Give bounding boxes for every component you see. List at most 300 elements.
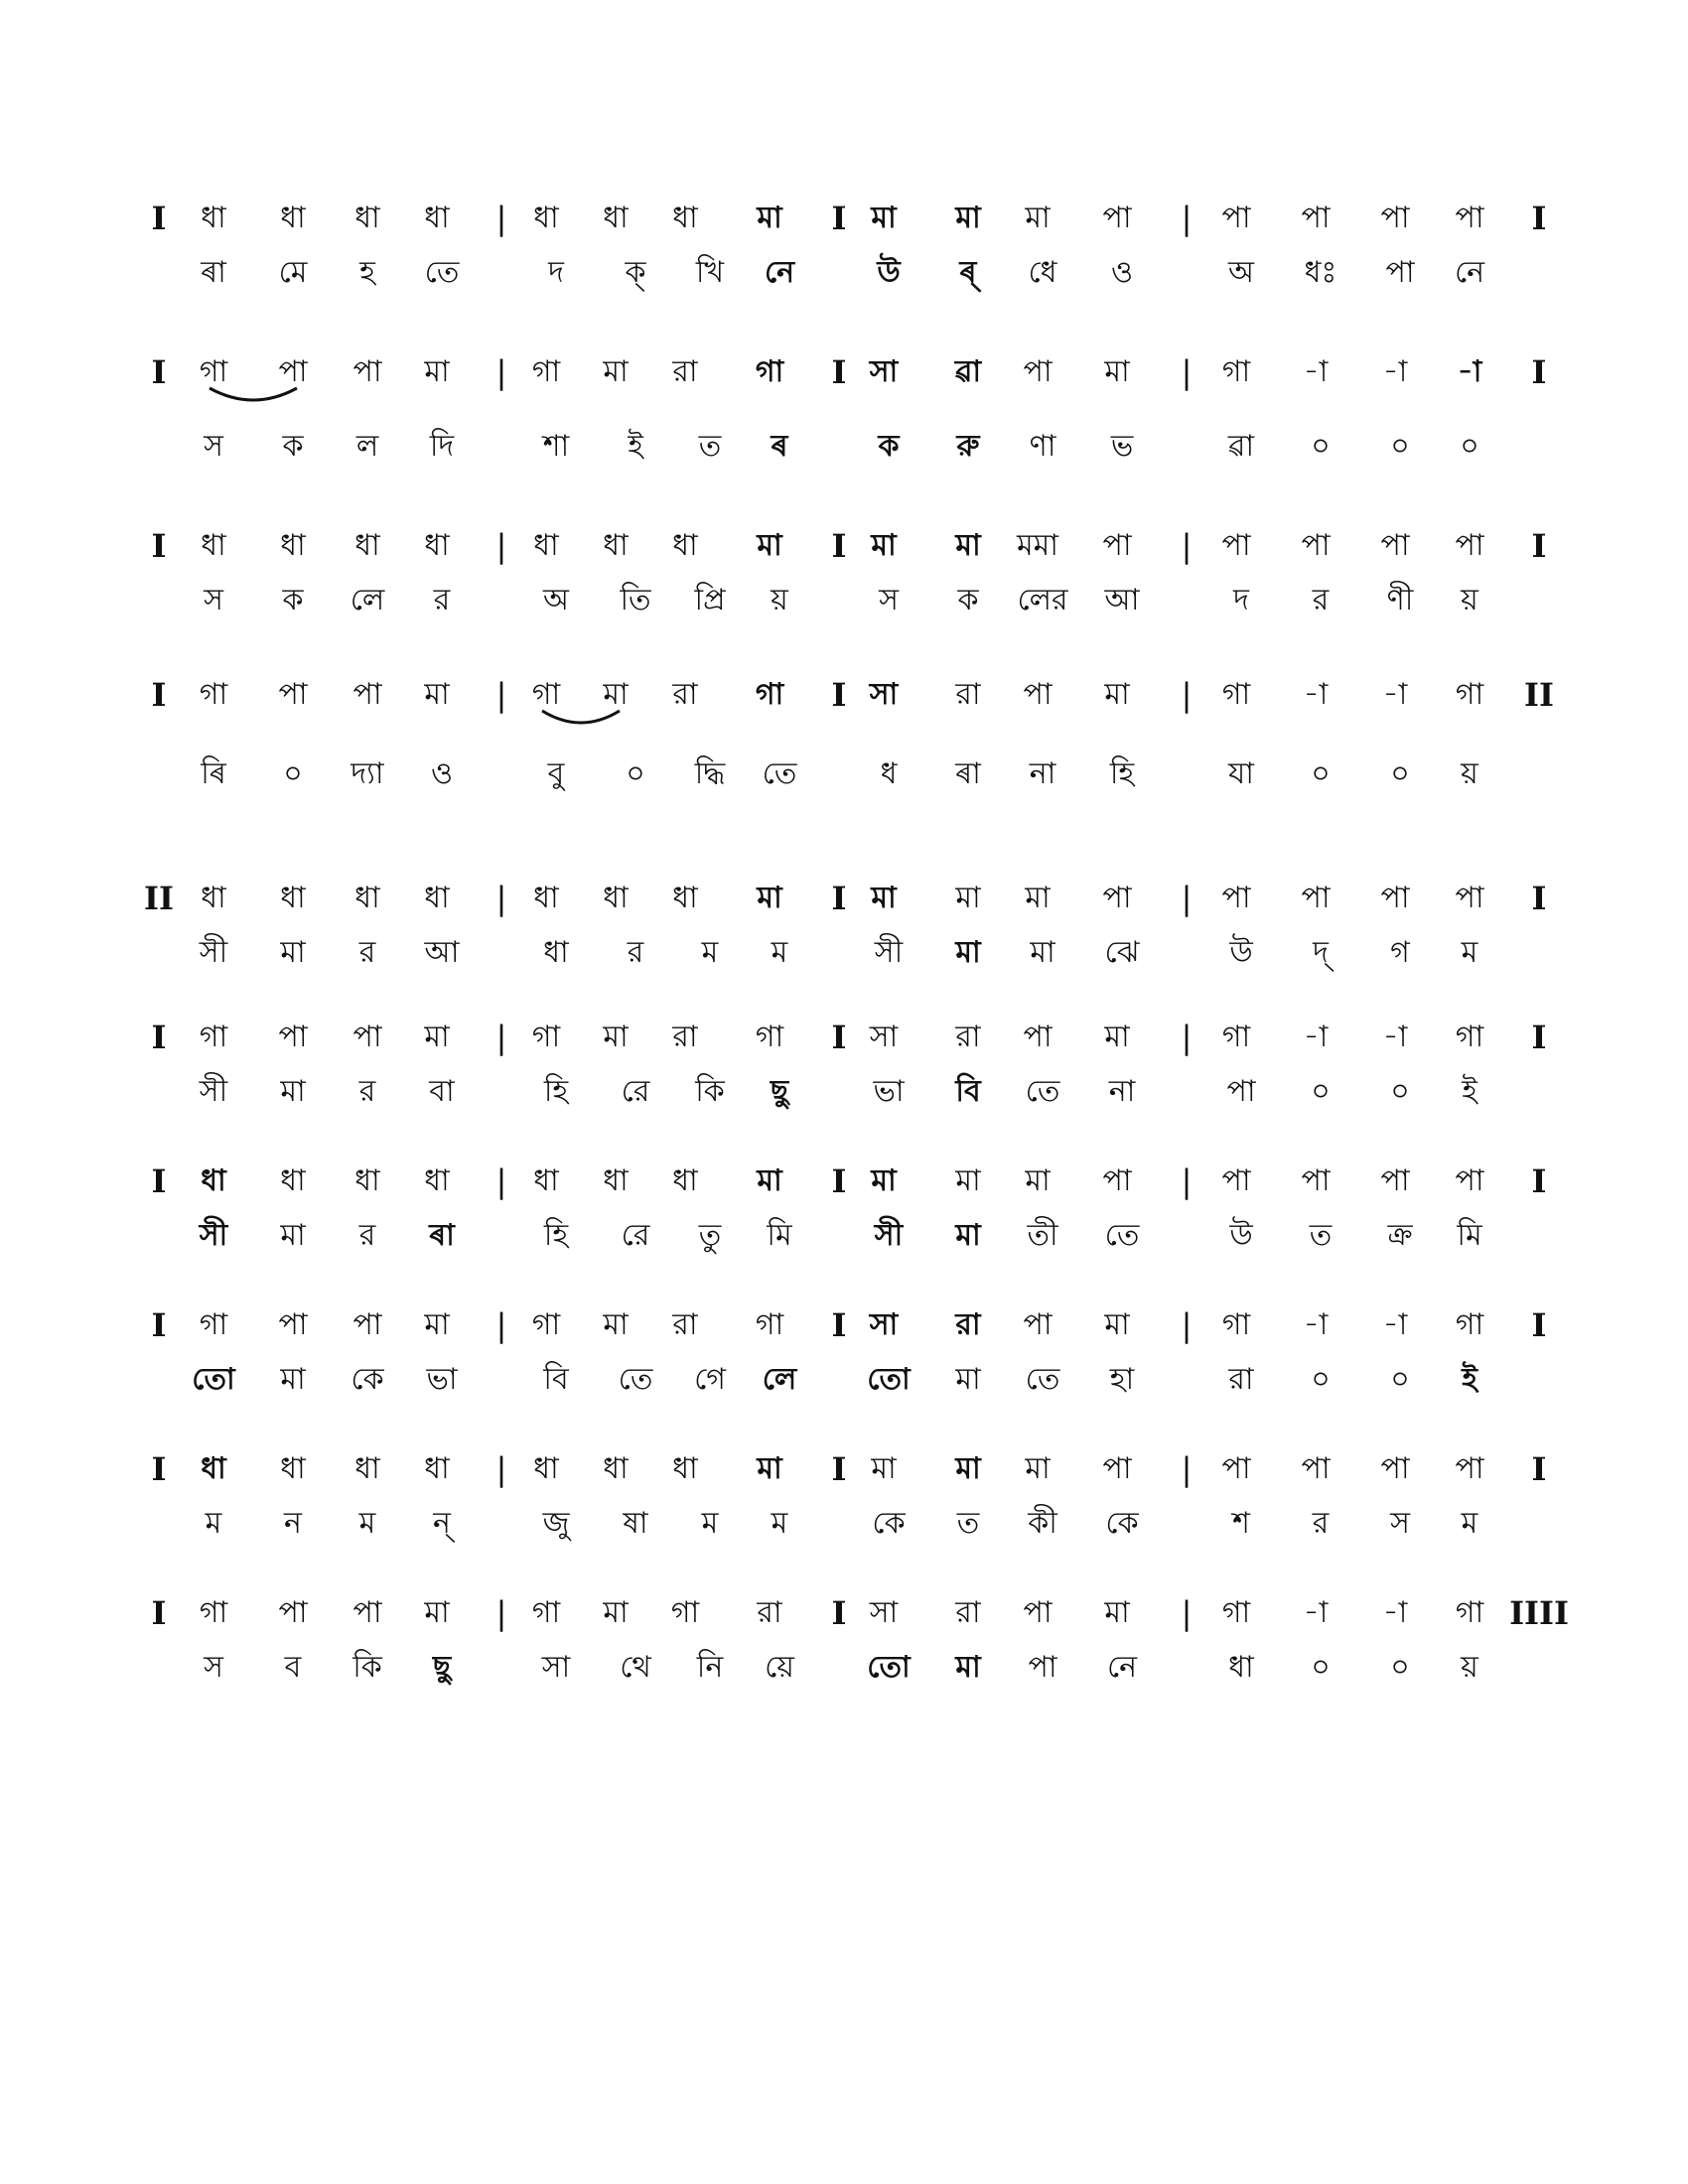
- lyric-line: [0, 745, 1688, 804]
- note: ধা: [672, 201, 698, 235]
- bar-line: I: [1531, 1450, 1547, 1488]
- lyric-syllable: ০: [1311, 1650, 1331, 1685]
- bar-line: I: [151, 1594, 167, 1632]
- note: রা: [672, 1307, 698, 1342]
- note: সা: [869, 1595, 899, 1630]
- lyric-syllable: তে: [1025, 1074, 1060, 1109]
- note: ধা: [533, 528, 559, 563]
- note: রা: [955, 1020, 981, 1054]
- note: ধা: [354, 528, 380, 563]
- note: ৱা: [954, 354, 982, 389]
- lyric-syllable: ন্: [433, 1506, 451, 1541]
- lyric-syllable: খি: [695, 255, 725, 290]
- lyric-syllable: ম: [771, 935, 788, 970]
- lyric-syllable: ক: [282, 583, 304, 617]
- lyric-syllable: মা: [280, 1218, 306, 1253]
- lyric-syllable: ম: [358, 1506, 376, 1541]
- lyric-syllable: মা: [280, 1074, 306, 1109]
- note: পা: [1023, 1307, 1053, 1342]
- sargam-line: [0, 1583, 1688, 1643]
- note: পা: [1102, 1163, 1132, 1198]
- lyric-syllable: তি: [620, 583, 651, 617]
- note: পা: [278, 677, 308, 712]
- lyric-syllable: মা: [1030, 935, 1055, 970]
- bar-line: |: [1181, 880, 1193, 917]
- lyric-syllable: ০: [1311, 1074, 1331, 1109]
- bar-line: I: [831, 676, 847, 714]
- lyric-syllable: ত: [698, 429, 722, 464]
- note: গা: [755, 677, 784, 712]
- lyric-syllable: ই: [1462, 1362, 1477, 1397]
- lyric-syllable: য়: [1461, 756, 1478, 791]
- lyric-syllable: ৰা: [429, 1218, 455, 1253]
- note: মা: [757, 201, 782, 235]
- note: -া: [1457, 354, 1482, 389]
- lyric-syllable: ম: [701, 1506, 719, 1541]
- note: পা: [1380, 201, 1410, 235]
- note: মা: [424, 1020, 450, 1054]
- note: ধা: [280, 528, 306, 563]
- bar-line: I: [1531, 880, 1547, 917]
- bar-line: |: [495, 1306, 507, 1344]
- lyric-syllable: স: [204, 1650, 223, 1685]
- lyric-syllable: ক্র: [1387, 1218, 1413, 1253]
- lyric-syllable: মা: [280, 1362, 306, 1397]
- note: -া: [1303, 677, 1329, 712]
- lyric-syllable: উ: [1229, 1218, 1253, 1253]
- note: মা: [603, 1595, 629, 1630]
- note: মা: [871, 528, 897, 563]
- lyric-syllable: তে: [762, 756, 797, 791]
- lyric-syllable: র: [1312, 1506, 1330, 1541]
- slur-mark: [536, 707, 626, 731]
- note: গা: [755, 1020, 784, 1054]
- note: মা: [1025, 881, 1051, 915]
- lyric-syllable: থে: [620, 1650, 651, 1685]
- lyric-syllable: কে: [872, 1506, 906, 1541]
- lyric-syllable: ৰ: [771, 429, 788, 464]
- lyric-syllable: বা: [429, 1074, 455, 1109]
- bar-line: I: [151, 527, 167, 565]
- sargam-line: [0, 665, 1688, 725]
- lyric-syllable: রা: [1228, 1362, 1254, 1397]
- note: ধা: [533, 201, 559, 235]
- bar-line: II: [1524, 676, 1554, 714]
- note: গা: [1455, 677, 1484, 712]
- lyric-syllable: ৰা: [201, 255, 226, 290]
- note: পা: [1455, 881, 1484, 915]
- bar-line: |: [1181, 353, 1193, 391]
- bar-line: |: [495, 200, 507, 237]
- lyric-syllable: অ: [1228, 255, 1254, 290]
- bar-line: |: [1181, 200, 1193, 237]
- note: ধা: [672, 1163, 698, 1198]
- note: পা: [1380, 1451, 1410, 1486]
- sargam-line: [0, 869, 1688, 928]
- lyric-syllable: না: [1029, 756, 1056, 791]
- lyric-syllable: সী: [874, 1218, 904, 1253]
- note: পা: [1380, 1163, 1410, 1198]
- note: পা: [278, 1307, 308, 1342]
- lyric-syllable: মা: [955, 1362, 981, 1397]
- note: পা: [1102, 528, 1132, 563]
- note: ধা: [603, 528, 629, 563]
- lyric-syllable: য়: [1461, 583, 1478, 617]
- sargam-line: [0, 342, 1688, 402]
- lyric-syllable: ০: [1311, 429, 1331, 464]
- note: ধা: [354, 201, 380, 235]
- note: ধা: [533, 881, 559, 915]
- note: রা: [672, 1020, 698, 1054]
- lyric-syllable: গে: [694, 1362, 726, 1397]
- lyric-line: [0, 417, 1688, 477]
- note: মা: [757, 1451, 782, 1486]
- lyric-syllable: পা: [1226, 1074, 1256, 1109]
- note: মা: [1104, 677, 1130, 712]
- note: গা: [531, 354, 561, 389]
- lyric-syllable: ও: [1110, 255, 1134, 290]
- lyric-syllable: রু: [956, 429, 980, 464]
- lyric-syllable: ভ: [1110, 429, 1134, 464]
- lyric-syllable: র: [627, 935, 644, 970]
- note: -া: [1382, 1307, 1408, 1342]
- lyric-syllable: না: [1108, 1074, 1136, 1109]
- bar-line: I: [151, 1019, 167, 1056]
- note: মমা: [1016, 528, 1059, 563]
- note: -া: [1382, 677, 1408, 712]
- lyric-line: [0, 1350, 1688, 1410]
- lyric-syllable: ত: [1309, 1218, 1333, 1253]
- note: মা: [424, 1595, 450, 1630]
- note: গা: [1455, 1020, 1484, 1054]
- note: মা: [1025, 1163, 1051, 1198]
- lyric-syllable: র: [433, 583, 451, 617]
- lyric-syllable: ম: [701, 935, 719, 970]
- lyric-syllable: তে: [1025, 1362, 1060, 1397]
- bar-line: |: [495, 880, 507, 917]
- lyric-syllable: নে: [1454, 255, 1485, 290]
- note: মা: [871, 1451, 897, 1486]
- lyric-syllable: ক্: [625, 255, 646, 290]
- lyric-syllable: সী: [199, 935, 228, 970]
- note: পা: [1023, 354, 1053, 389]
- bar-line: I: [831, 200, 847, 237]
- note: মা: [955, 1451, 981, 1486]
- note: পা: [352, 1595, 382, 1630]
- note: গা: [755, 1307, 784, 1342]
- note: পা: [278, 1020, 308, 1054]
- lyric-syllable: আ: [424, 935, 460, 970]
- note: ধা: [354, 1163, 380, 1198]
- lyric-syllable: ঝে: [1104, 935, 1140, 970]
- bar-line: I: [831, 527, 847, 565]
- bar-line: I: [1531, 353, 1547, 391]
- note: পা: [1221, 528, 1251, 563]
- lyric-syllable: দ: [1233, 583, 1249, 617]
- note: ধা: [201, 201, 226, 235]
- lyric-syllable: আ: [1104, 583, 1140, 617]
- lyric-line: [0, 243, 1688, 303]
- note: গা: [199, 677, 228, 712]
- lyric-syllable: ম: [1461, 935, 1478, 970]
- lyric-syllable: ম: [771, 1506, 788, 1541]
- bar-line: I: [1531, 1019, 1547, 1056]
- note: পা: [1221, 881, 1251, 915]
- lyric-syllable: জু: [542, 1506, 570, 1541]
- lyric-syllable: ক: [878, 429, 900, 464]
- note: মা: [757, 528, 782, 563]
- lyric-syllable: তো: [867, 1650, 911, 1685]
- bar-line: |: [495, 1162, 507, 1200]
- bar-line: I: [831, 1450, 847, 1488]
- lyric-syllable: হি: [543, 1074, 569, 1109]
- lyric-syllable: দ্: [1313, 935, 1329, 970]
- lyric-syllable: ভা: [873, 1074, 905, 1109]
- lyric-syllable: ম: [205, 1506, 222, 1541]
- lyric-syllable: স: [204, 583, 223, 617]
- note: ধা: [201, 881, 226, 915]
- note: রা: [955, 1595, 981, 1630]
- lyric-syllable: তো: [867, 1362, 911, 1397]
- lyric-syllable: ত: [956, 1506, 980, 1541]
- lyric-syllable: ৰি: [201, 756, 226, 791]
- note: ধা: [672, 881, 698, 915]
- lyric-syllable: তে: [618, 1362, 653, 1397]
- note: ধা: [533, 1163, 559, 1198]
- note: গা: [1221, 1595, 1251, 1630]
- lyric-syllable: বু: [547, 756, 565, 791]
- lyric-syllable: তী: [1027, 1218, 1058, 1253]
- note: পা: [1221, 1163, 1251, 1198]
- note: গা: [1221, 354, 1251, 389]
- lyric-syllable: দ্ধি: [694, 756, 726, 791]
- lyric-syllable: ই: [1462, 1074, 1477, 1109]
- lyric-syllable: ষা: [623, 1506, 648, 1541]
- note: পা: [1455, 201, 1484, 235]
- note: গা: [1455, 1595, 1484, 1630]
- note: মা: [1025, 201, 1051, 235]
- note: পা: [1301, 1163, 1331, 1198]
- note: -া: [1303, 1307, 1329, 1342]
- lyric-syllable: ছু: [770, 1074, 789, 1109]
- note: পা: [1023, 1595, 1053, 1630]
- slur-mark: [204, 384, 303, 408]
- bar-line: |: [1181, 1450, 1193, 1488]
- lyric-syllable: র: [358, 1218, 376, 1253]
- lyric-syllable: ০: [1311, 1362, 1331, 1397]
- lyric-syllable: র: [1312, 583, 1330, 617]
- lyric-syllable: দি: [429, 429, 455, 464]
- note: পা: [1301, 1451, 1331, 1486]
- lyric-syllable: রে: [621, 1074, 650, 1109]
- lyric-syllable: র: [358, 935, 376, 970]
- lyric-syllable: শা: [542, 429, 570, 464]
- note: পা: [352, 1020, 382, 1054]
- lyric-syllable: ম: [1461, 1506, 1478, 1541]
- lyric-syllable: সী: [199, 1074, 228, 1109]
- note: গা: [1221, 677, 1251, 712]
- note: ধা: [424, 201, 450, 235]
- bar-line: |: [495, 1019, 507, 1056]
- lyric-syllable: ও: [430, 756, 454, 791]
- note: রা: [955, 677, 981, 712]
- note: গা: [531, 1020, 561, 1054]
- lyric-syllable: স: [879, 583, 899, 617]
- note: ধা: [280, 201, 306, 235]
- note: মা: [955, 528, 981, 563]
- lyric-syllable: নে: [764, 255, 795, 290]
- bar-line: I: [831, 1019, 847, 1056]
- note: পা: [1102, 881, 1132, 915]
- bar-line: I: [151, 1450, 167, 1488]
- note: পা: [352, 677, 382, 712]
- bar-line: I: [1531, 1306, 1547, 1344]
- lyric-syllable: ০: [1390, 1074, 1410, 1109]
- note: মা: [1025, 1451, 1051, 1486]
- note: মা: [757, 1163, 782, 1198]
- note: গা: [531, 1595, 561, 1630]
- lyric-syllable: ন: [284, 1506, 302, 1541]
- lyric-syllable: তে: [1104, 1218, 1140, 1253]
- note: ধা: [424, 1163, 450, 1198]
- note: সা: [869, 1307, 899, 1342]
- note: পা: [1455, 1451, 1484, 1486]
- note: মা: [603, 354, 629, 389]
- note: পা: [352, 354, 382, 389]
- note: গা: [199, 354, 228, 389]
- note: পা: [1380, 528, 1410, 563]
- bar-line: |: [1181, 1162, 1193, 1200]
- lyric-syllable: দ্যা: [351, 756, 384, 791]
- lyric-syllable: ধ: [880, 756, 898, 791]
- note: গা: [1455, 1307, 1484, 1342]
- lyric-syllable: ৱা: [1227, 429, 1255, 464]
- bar-line: I: [151, 200, 167, 237]
- lyric-syllable: সা: [541, 1650, 571, 1685]
- bar-line: |: [1181, 1594, 1193, 1632]
- note: মা: [1104, 354, 1130, 389]
- lyric-line: [0, 923, 1688, 983]
- lyric-syllable: নি: [696, 1650, 724, 1685]
- lyric-syllable: পা: [1385, 255, 1415, 290]
- lyric-syllable: ০: [1390, 1650, 1410, 1685]
- note: গা: [531, 1307, 561, 1342]
- note: ধা: [424, 1451, 450, 1486]
- note: পা: [1221, 1451, 1251, 1486]
- bar-line: |: [1181, 1019, 1193, 1056]
- lyric-syllable: লের: [1017, 583, 1068, 617]
- note: মা: [424, 354, 450, 389]
- lyric-syllable: কী: [1028, 1506, 1057, 1541]
- lyric-syllable: ব: [284, 1650, 302, 1685]
- lyric-syllable: ণী: [1386, 583, 1414, 617]
- lyric-syllable: স: [1390, 1506, 1410, 1541]
- lyric-syllable: হ: [359, 255, 375, 290]
- lyric-syllable: মা: [280, 935, 306, 970]
- lyric-syllable: ৰা: [955, 756, 981, 791]
- bar-line: I: [831, 880, 847, 917]
- lyric-syllable: য়: [771, 583, 788, 617]
- bar-line: I: [151, 676, 167, 714]
- lyric-syllable: রে: [621, 1218, 650, 1253]
- note: মা: [955, 881, 981, 915]
- lyric-syllable: ল: [355, 429, 379, 464]
- lyric-syllable: ০: [1460, 429, 1479, 464]
- note: ধা: [201, 1451, 226, 1486]
- lyric-line: [0, 571, 1688, 630]
- note: সা: [869, 677, 899, 712]
- note: ধা: [672, 528, 698, 563]
- lyric-syllable: যা: [1228, 756, 1254, 791]
- lyric-syllable: স: [204, 429, 223, 464]
- note: পা: [1455, 528, 1484, 563]
- bar-line: I: [1531, 200, 1547, 237]
- lyric-syllable: ০: [1390, 756, 1410, 791]
- bar-line: I: [1531, 527, 1547, 565]
- bar-line: I: [151, 1306, 167, 1344]
- lyric-syllable: কি: [352, 1650, 382, 1685]
- note: ধা: [424, 528, 450, 563]
- lyric-line: [0, 1638, 1688, 1698]
- note: মা: [955, 1163, 981, 1198]
- bar-line: |: [1181, 1306, 1193, 1344]
- bar-line: |: [495, 1594, 507, 1632]
- lyric-syllable: য়ে: [765, 1650, 794, 1685]
- lyric-syllable: ০: [1390, 1362, 1410, 1397]
- note: মা: [871, 201, 897, 235]
- note: মা: [603, 1307, 629, 1342]
- lyric-syllable: য়: [1461, 1650, 1478, 1685]
- note: মা: [1104, 1307, 1130, 1342]
- lyric-syllable: বি: [955, 1074, 981, 1109]
- lyric-syllable: ই: [628, 429, 643, 464]
- lyric-syllable: নে: [1106, 1650, 1138, 1685]
- bar-line: |: [495, 527, 507, 565]
- note: পা: [1301, 528, 1331, 563]
- note: মা: [871, 1163, 897, 1198]
- lyric-syllable: সী: [874, 935, 904, 970]
- lyric-syllable: হি: [543, 1218, 569, 1253]
- note: গা: [1221, 1307, 1251, 1342]
- note: -া: [1382, 354, 1408, 389]
- note: পা: [1221, 201, 1251, 235]
- lyric-syllable: ক: [282, 429, 304, 464]
- lyric-syllable: র: [358, 1074, 376, 1109]
- lyric-syllable: গ: [1390, 935, 1410, 970]
- note: গা: [199, 1307, 228, 1342]
- note: ধা: [603, 201, 629, 235]
- lyric-syllable: কি: [695, 1074, 725, 1109]
- lyric-syllable: ০: [1311, 756, 1331, 791]
- bar-line: |: [1181, 676, 1193, 714]
- lyric-syllable: শ: [1232, 1506, 1250, 1541]
- note: -া: [1382, 1595, 1408, 1630]
- lyric-syllable: তে: [424, 255, 460, 290]
- note: -া: [1303, 354, 1329, 389]
- lyric-syllable: ৰ্: [959, 255, 977, 290]
- note: ধা: [424, 881, 450, 915]
- note: ধা: [201, 528, 226, 563]
- note: পা: [1102, 201, 1132, 235]
- lyric-syllable: ভা: [426, 1362, 458, 1397]
- lyric-syllable: ণা: [1029, 429, 1056, 464]
- note: মা: [424, 677, 450, 712]
- note: রা: [672, 354, 698, 389]
- sargam-line: [0, 516, 1688, 576]
- bar-line: I: [831, 1162, 847, 1200]
- note: পা: [1023, 1020, 1053, 1054]
- note: -া: [1303, 1595, 1329, 1630]
